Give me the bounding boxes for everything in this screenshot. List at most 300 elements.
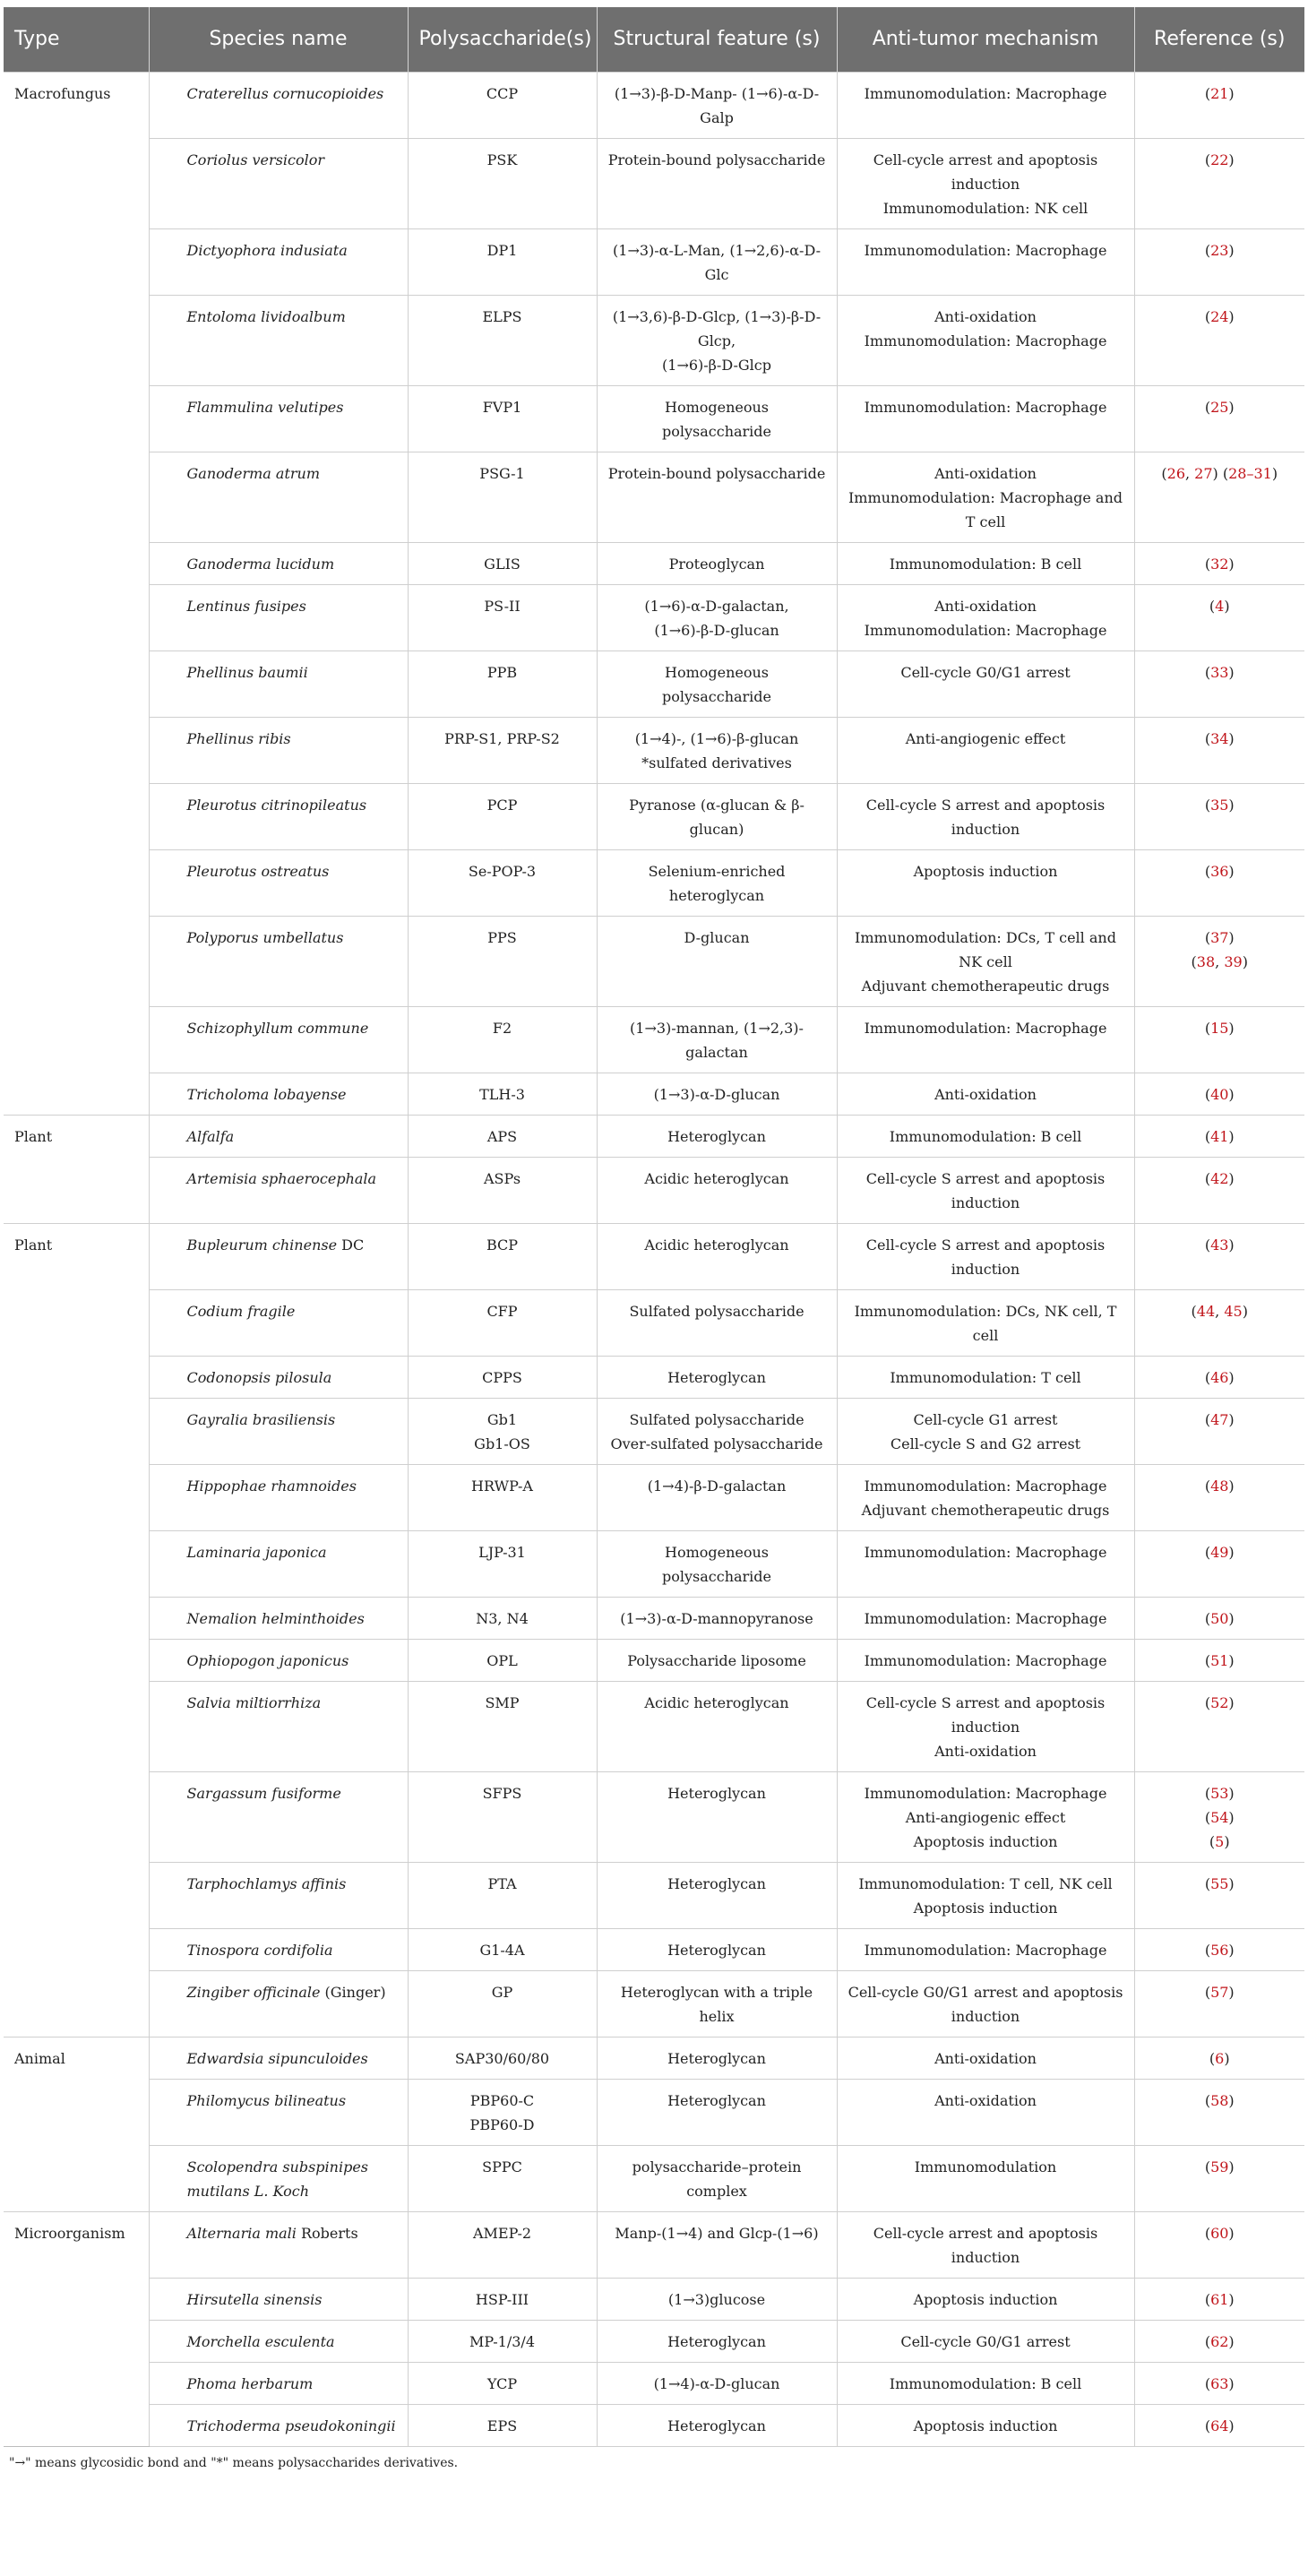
polysaccharide-cell [408,1771,597,1862]
reference-link[interactable]: 64 [1210,2417,1229,2434]
reference-link[interactable]: 49 [1210,1543,1229,1561]
table-row [4,1006,1304,1073]
structural-feature-cell [597,1398,837,1464]
reference-link[interactable]: 38 [1196,952,1216,970]
reference-link[interactable]: 36 [1210,862,1229,880]
structural-feature-line: Heteroglycan [667,1368,766,1386]
species-name: Entoloma lividoalbum [186,307,346,325]
structural-feature-cell [597,1223,837,1289]
polysaccharide-cell [408,385,597,452]
species-cell [149,2362,408,2404]
structural-feature-line: Heteroglycan [667,2049,766,2067]
mechanism-line: Immunomodulation: Macrophage [864,84,1107,102]
header-anti-tumor-mechanism: Anti-tumor mechanism [837,7,1134,72]
reference-cell [1134,2037,1304,2079]
polysaccharide-cell [408,1006,597,1073]
structural-feature-line: (1→3)glucose [667,2290,766,2308]
structural-feature-line: *sulfated derivatives [641,754,792,771]
reference-link[interactable]: 24 [1210,307,1229,325]
type-cell [4,1157,149,1223]
type-cell [4,916,149,1006]
reference-link[interactable]: 23 [1210,241,1229,259]
polysaccharide-cell [408,650,597,717]
reference-link[interactable]: 35 [1210,796,1229,814]
species-name: Trichoderma pseudokoningii [186,2417,396,2434]
table-row [4,2278,1304,2320]
reference-group: (49) [1204,1543,1235,1561]
polysaccharide-line: HSP-III [475,2290,529,2308]
reference-link[interactable]: 44 [1196,1302,1216,1320]
type-cell [4,1681,149,1771]
structural-feature-cell [597,1157,837,1223]
type-cell [4,1115,149,1157]
reference-group: (44, 45) [1191,1302,1248,1320]
species-cell [149,1530,408,1597]
polysaccharide-cell [408,717,597,783]
mechanism-cell [837,2278,1134,2320]
table-row [4,2404,1304,2446]
table-row [4,2320,1304,2362]
header-reference: Reference (s) [1134,7,1304,72]
species-name: Alfalfa [186,1127,235,1145]
polysaccharide-line: Gb1-OS [474,1434,530,1452]
reference-link[interactable]: 40 [1210,1085,1229,1103]
species-cell [149,1928,408,1970]
table-footnote: "→" means glycosidic bond and "*" means polysaccharides derivatives. [9,2455,459,2470]
species-cell [149,1771,408,1862]
mechanism-line: Cell-cycle arrest and apoptosis induction [873,2224,1098,2266]
reference-cell [1134,138,1304,228]
reference-link[interactable]: 61 [1210,2290,1229,2308]
type-cell [4,2145,149,2211]
type-label: Macrofungus [14,84,111,102]
polysaccharide-line: PBP60-D [469,2115,535,2133]
species-name: Scolopendra subspinipes mutilans L. Koch [186,2158,369,2200]
mechanism-line: Anti-oxidation [934,464,1037,482]
polysaccharide-cell [408,584,597,650]
species-cell [149,542,408,584]
reference-cell [1134,849,1304,916]
table-row [4,2362,1304,2404]
mechanism-cell [837,2211,1134,2278]
structural-feature-line: Heteroglycan [667,1127,766,1145]
mechanism-cell [837,2320,1134,2362]
structural-feature-line: polysaccharide–protein complex [632,2158,802,2200]
reference-cell [1134,584,1304,650]
species-name: Artemisia sphaerocephala [186,1169,377,1187]
type-cell [4,1356,149,1398]
structural-feature-line: (1→4)-β-D-galactan [647,1477,787,1495]
reference-link[interactable]: 4 [1215,597,1225,615]
structural-feature-line: Homogeneous polysaccharide [661,663,772,705]
reference-cell [1134,1530,1304,1597]
species-cell [149,849,408,916]
reference-link[interactable]: 33 [1210,663,1229,681]
structural-feature-cell [597,2211,837,2278]
table-row [4,1356,1304,1398]
reference-link[interactable]: 41 [1210,1127,1229,1145]
table-row [4,1530,1304,1597]
species-cell [149,2404,408,2446]
species-name: Alternaria mali [186,2224,297,2242]
polysaccharide-line: TLH-3 [479,1085,525,1103]
structural-feature-line: Heteroglycan [667,2332,766,2350]
table-row [4,1771,1304,1862]
mechanism-cell [837,2145,1134,2211]
reference-cell [1134,2211,1304,2278]
structural-feature-line: Over-sulfated polysaccharide [610,1434,823,1452]
mechanism-cell [837,1157,1134,1223]
table-row [4,1464,1304,1530]
type-cell [4,1639,149,1681]
reference-group: (26, 27) [1161,464,1218,482]
mechanism-cell [837,1530,1134,1597]
mechanism-line: Anti-oxidation [934,2091,1037,2109]
reference-cell [1134,1006,1304,1073]
species-cell [149,452,408,542]
reference-group: (40) [1204,1085,1235,1103]
reference-group: (61) [1204,2290,1235,2308]
reference-cell [1134,916,1304,1006]
reference-link[interactable]: 47 [1210,1410,1229,1428]
structural-feature-cell [597,783,837,849]
mechanism-cell [837,1398,1134,1464]
species-name: Tinospora cordifolia [186,1941,333,1959]
structural-feature-line: (1→6)-β-D-glucan [654,621,779,639]
polysaccharide-line: SFPS [482,1784,522,1802]
table-page [4,7,1304,2479]
species-cell [149,1681,408,1771]
polysaccharide-line: EPS [486,2417,518,2434]
table-row [4,295,1304,385]
species-cell [149,2278,408,2320]
reference-link[interactable]: 5 [1215,1832,1225,1850]
species-cell [149,1862,408,1928]
mechanism-line: Immunomodulation: Macrophage [864,1609,1107,1627]
polysaccharide-cell [408,452,597,542]
table-row [4,584,1304,650]
reference-group: (22) [1204,151,1235,168]
reference-cell [1134,2404,1304,2446]
mechanism-cell [837,2079,1134,2145]
type-cell [4,2278,149,2320]
polysaccharide-cell [408,2211,597,2278]
reference-link[interactable]: 50 [1210,1609,1229,1627]
reference-link[interactable]: 25 [1210,398,1229,416]
structural-feature-cell [597,650,837,717]
type-cell [4,2362,149,2404]
reference-link[interactable]: 51 [1210,1651,1229,1669]
reference-group: (43) [1204,1236,1235,1254]
mechanism-line: Anti-oxidation [934,597,1037,615]
species-cell [149,2211,408,2278]
structural-feature-line: (1→3)-α-L-Man, (1→2,6)-α-D-Glc [613,241,821,283]
polysaccharide-table [4,7,1304,2447]
table-header [4,7,1304,72]
reference-group: (64) [1204,2417,1235,2434]
mechanism-cell [837,295,1134,385]
reference-group: (48) [1204,1477,1235,1495]
structural-feature-line: Protein-bound polysaccharide [607,464,826,482]
type-label: Microorganism [14,2224,125,2242]
structural-feature-line: Heteroglycan [667,1784,766,1802]
species-cell [149,228,408,295]
reference-group: (34) [1204,729,1235,747]
mechanism-line: Immunomodulation: Macrophage [864,1019,1107,1037]
table-row [4,1862,1304,1928]
species-cell [149,72,408,138]
reference-cell [1134,1073,1304,1115]
species-name: Flammulina velutipes [186,398,344,416]
mechanism-line: Cell-cycle S arrest and apoptosis induction [865,1693,1106,1736]
reference-group: (60) [1204,2224,1235,2242]
reference-link[interactable]: 58 [1210,2091,1229,2109]
mechanism-line: Immunomodulation: Macrophage [864,1477,1107,1495]
mechanism-line: Immunomodulation: Macrophage [864,1784,1107,1802]
mechanism-line: Immunomodulation: Macrophage [864,332,1107,349]
reference-link[interactable]: 52 [1210,1693,1229,1711]
species-suffix: (Ginger) [320,1983,386,2001]
reference-link[interactable]: 22 [1210,151,1229,168]
reference-link[interactable]: 63 [1210,2374,1229,2392]
mechanism-cell [837,72,1134,138]
reference-group: (46) [1204,1368,1235,1386]
reference-link[interactable]: 6 [1215,2049,1225,2067]
mechanism-cell [837,584,1134,650]
species-name: Zingiber officinale [186,1983,321,2001]
polysaccharide-line: PBP60-C [469,2091,535,2109]
mechanism-line: Cell-cycle G1 arrest [913,1410,1058,1428]
mechanism-line: Immunomodulation [914,2158,1057,2175]
structural-feature-cell [597,1006,837,1073]
mechanism-line: Cell-cycle arrest and apoptosis induction [873,151,1098,193]
mechanism-line: Anti-angiogenic effect [905,729,1066,747]
polysaccharide-line: G1-4A [479,1941,525,1959]
reference-link[interactable]: 48 [1210,1477,1229,1495]
reference-link[interactable]: 27 [1194,464,1213,482]
polysaccharide-cell [408,1681,597,1771]
mechanism-cell [837,1073,1134,1115]
mechanism-cell [837,542,1134,584]
species-cell [149,1970,408,2037]
species-cell [149,584,408,650]
reference-link[interactable]: 55 [1210,1874,1229,1892]
table-row [4,2211,1304,2278]
structural-feature-cell [597,228,837,295]
mechanism-line: Apoptosis induction [913,2417,1058,2434]
structural-feature-line: Pyranose (α-glucan & β-glucan) [629,796,805,838]
reference-link[interactable]: 56 [1210,1941,1229,1959]
type-cell [4,1530,149,1597]
polysaccharide-cell [408,1398,597,1464]
mechanism-line: Apoptosis induction [913,862,1058,880]
reference-link[interactable]: 59 [1210,2158,1229,2175]
mechanism-line: Immunomodulation: DCs, NK cell, T cell [854,1302,1117,1344]
type-cell [4,72,149,138]
polysaccharide-cell [408,1970,597,2037]
mechanism-cell [837,1639,1134,1681]
polysaccharide-line: CCP [486,84,519,102]
structural-feature-line: Manp-(1→4) and Glcp-(1→6) [615,2224,819,2242]
species-name: Pleurotus citrinopileatus [186,796,367,814]
reference-cell [1134,783,1304,849]
structural-feature-line: (1→3)-α-D-mannopyranose [620,1609,813,1627]
reference-group: (23) [1204,241,1235,259]
type-cell [4,1289,149,1356]
reference-link[interactable]: 37 [1210,928,1229,946]
reference-link[interactable]: 57 [1210,1983,1229,2001]
reference-group: (47) [1204,1410,1235,1428]
species-name: Pleurotus ostreatus [186,862,330,880]
reference-cell [1134,1681,1304,1771]
structural-feature-line: Acidic heteroglycan [644,1169,789,1187]
reference-cell [1134,2278,1304,2320]
structural-feature-cell [597,2037,837,2079]
mechanism-line: Adjuvant chemotherapeutic drugs [861,1501,1110,1519]
reference-link[interactable]: 34 [1210,729,1229,747]
reference-link[interactable]: 28–31 [1228,464,1272,482]
mechanism-cell [837,385,1134,452]
mechanism-line: Immunomodulation: Macrophage and T cell [848,488,1123,530]
structural-feature-line: Selenium-enriched heteroglycan [648,862,786,904]
structural-feature-cell [597,1115,837,1157]
species-name: Coriolus versicolor [186,151,324,168]
species-name: Ganoderma atrum [186,464,321,482]
polysaccharide-line: SAP30/60/80 [454,2049,550,2067]
reference-cell [1134,1862,1304,1928]
type-cell [4,228,149,295]
reference-cell [1134,1928,1304,1970]
polysaccharide-line: N3, N4 [476,1609,529,1627]
structural-feature-line: Protein-bound polysaccharide [607,151,826,168]
polysaccharide-cell [408,542,597,584]
species-name: Ophiopogon japonicus [186,1651,349,1669]
mechanism-line: Immunomodulation: Macrophage [864,1543,1107,1561]
reference-group: (21) [1204,84,1235,102]
reference-link[interactable]: 15 [1210,1019,1229,1037]
reference-link[interactable]: 54 [1210,1808,1229,1826]
species-cell [149,1115,408,1157]
mechanism-line: Cell-cycle G0/G1 arrest and apoptosis induction [848,1983,1123,2025]
polysaccharide-line: AMEP-2 [472,2224,532,2242]
mechanism-cell [837,1597,1134,1639]
polysaccharide-line: GLIS [484,555,521,573]
mechanism-cell [837,2037,1134,2079]
mechanism-cell [837,138,1134,228]
mechanism-line: Cell-cycle G0/G1 arrest [900,2332,1071,2350]
structural-feature-cell [597,72,837,138]
species-name: Nemalion helminthoides [186,1609,365,1627]
reference-link[interactable]: 43 [1210,1236,1229,1254]
structural-feature-cell [597,849,837,916]
mechanism-line: Anti-oxidation [934,1085,1037,1103]
reference-group: (41) [1204,1127,1235,1145]
reference-link[interactable]: 39 [1224,952,1243,970]
reference-link[interactable]: 62 [1210,2332,1229,2350]
structural-feature-cell [597,584,837,650]
type-label: Plant [14,1236,53,1254]
table-row [4,228,1304,295]
polysaccharide-line: HRWP-A [471,1477,533,1495]
table-row [4,138,1304,228]
reference-link[interactable]: 42 [1210,1169,1229,1187]
species-name: Edwardsia sipunculoides [186,2049,368,2067]
reference-cell [1134,1597,1304,1639]
structural-feature-line: (1→4)-α-D-glucan [653,2374,780,2392]
reference-link[interactable]: 26 [1166,464,1185,482]
table-row [4,542,1304,584]
structural-feature-cell [597,1356,837,1398]
reference-link[interactable]: 60 [1210,2224,1229,2242]
table-row [4,1597,1304,1639]
reference-cell [1134,1771,1304,1862]
header-polysaccharide: Polysaccharide(s) [408,7,597,72]
reference-cell [1134,1970,1304,2037]
polysaccharide-cell [408,2362,597,2404]
species-name: Gayralia brasiliensis [186,1410,336,1428]
polysaccharide-line: Se-POP-3 [468,862,537,880]
mechanism-line: Immunomodulation: NK cell [882,199,1089,217]
type-cell [4,1928,149,1970]
structural-feature-cell [597,1289,837,1356]
reference-link[interactable]: 21 [1210,84,1229,102]
reference-link[interactable]: 46 [1210,1368,1229,1386]
reference-cell [1134,452,1304,542]
mechanism-cell [837,1289,1134,1356]
polysaccharide-line: CFP [486,1302,518,1320]
structural-feature-cell [597,2404,837,2446]
reference-cell [1134,72,1304,138]
reference-link[interactable]: 32 [1210,555,1229,573]
table-row [4,2145,1304,2211]
mechanism-line: Anti-oxidation [934,1742,1037,1760]
polysaccharide-line: FVP1 [482,398,522,416]
structural-feature-cell [597,452,837,542]
species-name: Phoma herbarum [186,2374,314,2392]
reference-group: (52) [1204,1693,1235,1711]
reference-cell [1134,717,1304,783]
species-name: Dictyophora indusiata [186,241,348,259]
species-cell [149,1073,408,1115]
polysaccharide-line: APS [486,1127,518,1145]
structural-feature-cell [597,2320,837,2362]
structural-feature-line: (1→3)-β-D-Manp- (1→6)-α-D-Galp [614,84,820,126]
structural-feature-cell [597,385,837,452]
reference-cell [1134,2145,1304,2211]
structural-feature-line: (1→6)-α-D-galactan, [644,597,789,615]
structural-feature-cell [597,1530,837,1597]
structural-feature-line: D-glucan [684,928,750,946]
species-cell [149,2320,408,2362]
structural-feature-cell [597,138,837,228]
species-cell [149,783,408,849]
reference-link[interactable]: 45 [1224,1302,1243,1320]
table-row [4,1289,1304,1356]
polysaccharide-cell [408,1464,597,1530]
structural-feature-line: (1→6)-β-D-Glcp [662,356,771,374]
species-name: Sargassum fusiforme [186,1784,341,1802]
reference-link[interactable]: 53 [1210,1784,1229,1802]
structural-feature-line: Heteroglycan with a triple helix [620,1983,813,2025]
species-name: Phellinus ribis [186,729,291,747]
polysaccharide-line: F2 [492,1019,512,1037]
structural-feature-line: Acidic heteroglycan [644,1236,789,1254]
polysaccharide-line: ELPS [482,307,522,325]
reference-group: (59) [1204,2158,1235,2175]
reference-cell [1134,650,1304,717]
polysaccharide-line: PPS [487,928,517,946]
type-label: Plant [14,1127,53,1145]
